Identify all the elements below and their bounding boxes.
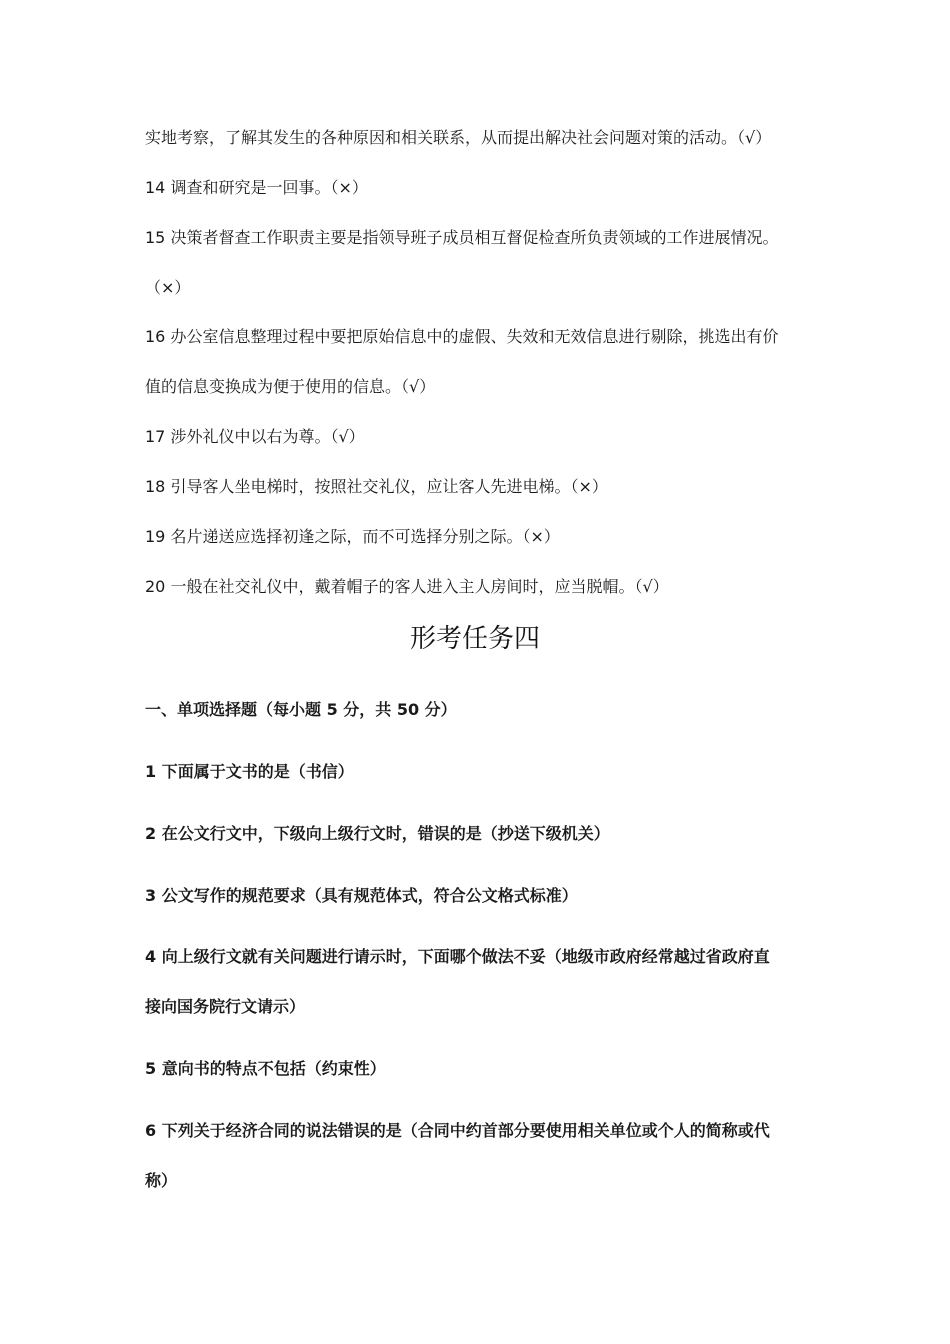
choice-item-2: 2 在公文行文中，下级向上级行文时，错误的是（抄送下级机关）: [145, 824, 610, 843]
choice-item-5: 5 意向书的特点不包括（约束性）: [145, 1059, 386, 1078]
judgement-item-17: 17 涉外礼仪中以右为尊。（√）: [145, 427, 365, 446]
choice-item-6: 6 下列关于经济合同的说法错误的是（合同中约首部分要使用相关单位或个人的简称或代: [145, 1121, 770, 1140]
choice-item-1: 1 下面属于文书的是（书信）: [145, 762, 354, 781]
judgement-item-15: 15 决策者督查工作职责主要是指领导班子成员相互督促检查所负责领域的工作进展情况。: [145, 228, 779, 247]
judgement-item-19: 19 名片递送应选择初逢之际，而不可选择分别之际。（×）: [145, 527, 560, 546]
judgement-item-20: 20 一般在社交礼仪中，戴着帽子的客人进入主人房间时，应当脱帽。（√）: [145, 577, 669, 596]
choice-item-3: 3 公文写作的规范要求（具有规范体式，符合公文格式标准）: [145, 886, 578, 905]
judgement-item-16-continued: 值的信息变换成为便于使用的信息。（√）: [145, 377, 436, 396]
judgement-item-16: 16 办公室信息整理过程中要把原始信息中的虚假、失效和无效信息进行剔除，挑选出有价: [145, 327, 779, 346]
judgement-item-14: 14 调查和研究是一回事。（×）: [145, 178, 368, 197]
section-title: 形考任务四: [409, 624, 540, 654]
choice-item-4-continued: 接向国务院行文请示）: [145, 997, 306, 1016]
judgement-item-18: 18 引导客人坐电梯时，按照社交礼仪，应让客人先进电梯。（×）: [145, 477, 608, 496]
choice-item-6-continued: 称）: [145, 1171, 178, 1190]
continuation-line: 实地考察，了解其发生的各种原因和相关联系，从而提出解决社会问题对策的活动。（√）: [145, 128, 772, 147]
choice-item-4: 4 向上级行文就有关问题进行请示时，下面哪个做法不妥（地级市政府经常越过省政府直: [145, 947, 770, 966]
judgement-item-15-answer: （×）: [145, 278, 191, 297]
section-subtitle: 一、单项选择题（每小题 5 分，共 50 分）: [145, 700, 457, 719]
